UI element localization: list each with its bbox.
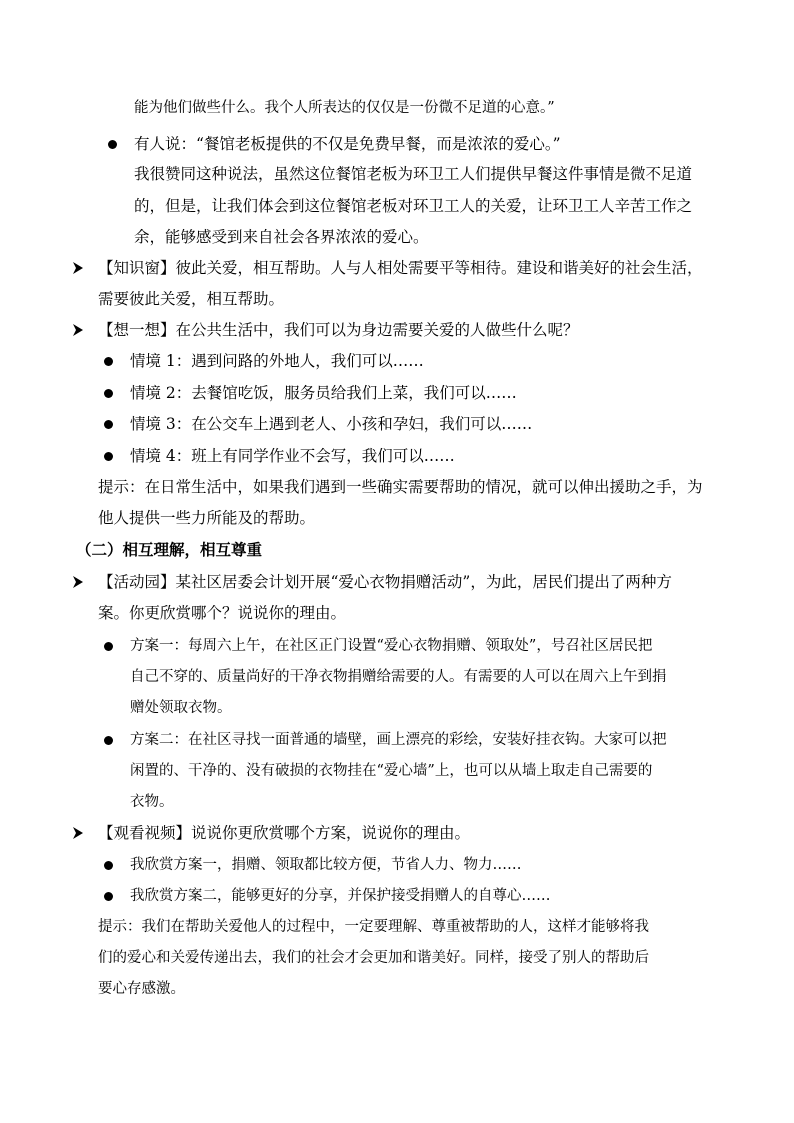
arrow-bullet-icon — [72, 323, 84, 337]
paragraph-line: 闲置的、干净的、没有破损的衣物挂在“爱心墙”上，也可以从墙上取走自己需要的 — [130, 763, 653, 779]
paragraph-line: 能为他们做些什么。我个人所表达的仅仅是一份微不足道的心意。” — [134, 100, 555, 116]
paragraph-line: 余，能够感受到来自社会各界浓浓的爱心。 — [134, 228, 429, 246]
bullet-icon — [104, 736, 113, 745]
paragraph-line: 衣物。 — [130, 794, 174, 810]
bullet-icon — [104, 452, 113, 461]
bullet-icon — [104, 892, 113, 901]
list-item-text: 情境 3：在公交车上遇到老人、小孩和孕妇，我们可以…… — [130, 415, 533, 433]
paragraph-line: 们的爱心和关爱传递出去，我们的社会才会更加和谐美好。同样，接受了别人的帮助后 — [98, 950, 649, 966]
paragraph-line: 赠处领取衣物。 — [130, 700, 232, 716]
plan-one-text: 方案一：每周六上午，在社区正门设置“爱心衣物捐赠、领取处”，号召社区居民把 — [130, 638, 653, 654]
paragraph-line: 自己不穿的、质量尚好的干净衣物捐赠给需要的人。有需要的人可以在周六上午到捐 — [130, 669, 667, 685]
bullet-icon — [104, 861, 113, 870]
paragraph-line: 的，但是，让我们体会到这位餐馆老板对环卫工人的关爱，让环卫工人辛苦工作之 — [134, 197, 693, 215]
activity-text: 【活动园】某社区居委会计划开展“爱心衣物捐赠活动”，为此，居民们提出了两种方 — [98, 573, 672, 591]
bullet-icon — [104, 389, 113, 398]
list-item-text: 情境 2：去餐馆吃饭，服务员给我们上菜，我们可以…… — [130, 384, 517, 402]
paragraph-line: 他人提供一些力所能及的帮助。 — [98, 509, 316, 527]
arrow-bullet-icon — [72, 826, 84, 840]
paragraph-line: 要心存感激。 — [98, 981, 185, 997]
paragraph-line: 我很赞同这种说法，虽然这位餐馆老板为环卫工人们提供早餐这件事情是微不足道 — [134, 165, 693, 183]
list-item-text: 情境 1：遇到问路的外地人，我们可以…… — [130, 352, 424, 370]
list-item-text: 我欣赏方案一，捐赠、领取都比较方便，节省人力、物力…… — [130, 857, 522, 873]
bullet-icon — [104, 357, 113, 366]
arrow-bullet-icon — [72, 575, 84, 589]
list-item-text: 有人说：“餐馆老板提供的不仅是免费早餐，而是浓浓的爱心。” — [134, 135, 561, 153]
list-item-text: 我欣赏方案二，能够更好的分享，并保护接受捐赠人的自尊心…… — [130, 888, 551, 904]
bullet-icon — [104, 642, 113, 651]
paragraph-line: 需要彼此关爱，相互帮助。 — [98, 290, 285, 308]
hint-text: 提示：在日常生活中，如果我们遇到一些确实需要帮助的情况，就可以伸出援助之手，为 — [98, 478, 703, 496]
plan-two-text: 方案二：在社区寻找一面普通的墙壁，画上漂亮的彩绘，安装好挂衣钩。大家可以把 — [130, 732, 667, 748]
paragraph-line: 案。你更欣赏哪个？说说你的理由。 — [98, 604, 347, 622]
list-item-text: 情境 4：班上有同学作业不会写，我们可以…… — [130, 447, 455, 465]
hint-text: 提示：我们在帮助关爱他人的过程中，一定要理解、尊重被帮助的人，这样才能够将我 — [98, 919, 649, 935]
think-question-text: 【想一想】在公共生活中，我们可以为身边需要关爱的人做些什么呢？ — [98, 321, 579, 339]
arrow-bullet-icon — [72, 261, 84, 275]
video-prompt-text: 【观看视频】说说你更欣赏哪个方案，说说你的理由。 — [98, 824, 471, 842]
knowledge-window-text: 【知识窗】彼此关爱，相互帮助。人与人相处需要平等相待。建设和谐美好的社会生活， — [98, 259, 703, 277]
bullet-icon — [104, 420, 113, 429]
section-heading: （二）相互理解，相互尊重 — [76, 540, 263, 559]
bullet-icon — [108, 140, 117, 149]
